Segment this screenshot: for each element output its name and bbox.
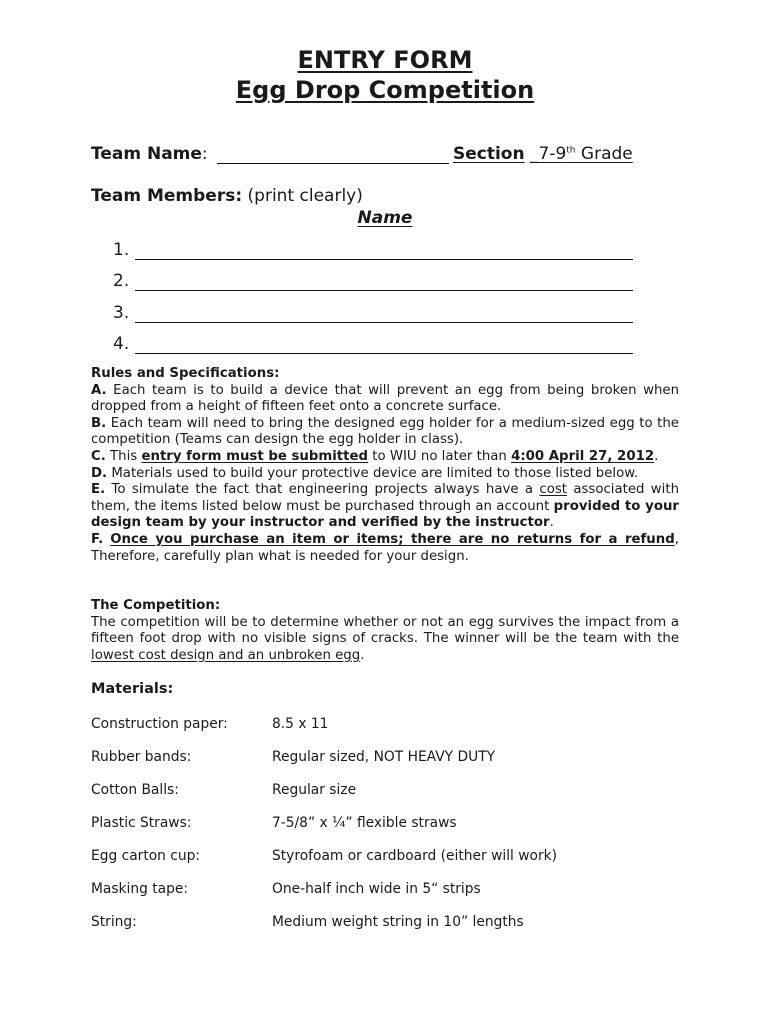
rule-emphasis: entry form must be submitted: [141, 448, 369, 464]
rule-text: .: [654, 448, 659, 464]
rule-emphasis: cost: [539, 482, 567, 498]
material-item: Egg carton cup:: [91, 848, 201, 864]
material-spec: One-half inch wide in 5“ strips: [272, 881, 481, 897]
rule-text: to WIU no later than: [368, 448, 512, 464]
member-name-field[interactable]: [135, 308, 633, 323]
rule-label: F.: [91, 531, 104, 547]
team-name-label: Team Name: [91, 144, 202, 164]
member-line: [113, 240, 633, 260]
rule-emphasis: provided to your design team by your instructor and verified by the instructor: [91, 498, 679, 531]
member-number: 4.: [113, 334, 130, 354]
material-item: Plastic Straws:: [91, 815, 192, 831]
rule-b: [91, 416, 679, 449]
rules-section: [91, 366, 679, 565]
rule-text: , Therefore, carefully plan what is needed for your design.: [91, 531, 679, 564]
competition-heading: The Competition:: [91, 598, 221, 613]
competition-emphasis: lowest cost design and an unbroken egg: [91, 647, 361, 663]
team-row: [91, 144, 651, 164]
team-members-row: [91, 186, 363, 206]
material-item: String:: [91, 914, 137, 930]
section-block: [453, 144, 633, 164]
member-line: [113, 303, 633, 323]
rule-f: [91, 532, 679, 565]
team-name-colon: :: [201, 144, 208, 164]
team-members-note: (print clearly): [242, 186, 363, 206]
section-value-sup: th: [566, 145, 576, 156]
rule-text: To simulate the fact that engineering projects always have a: [105, 482, 540, 498]
competition-body: .: [360, 647, 365, 663]
section-label: Section: [453, 144, 525, 164]
material-spec: Regular size: [272, 782, 357, 798]
name-column-header: Name: [357, 208, 413, 228]
competition-text: [91, 615, 679, 665]
rule-emphasis: Once you purchase an item or items; there are no returns for a refund: [110, 531, 675, 547]
deadline-date: 4:00 April 27, 2012: [511, 448, 655, 464]
rules-heading: Rules and Specifications:: [91, 366, 280, 381]
material-spec: 7-5/8” x ¼” flexible straws: [272, 815, 457, 831]
form-title: ENTRY FORM: [297, 46, 473, 74]
material-item: Masking tape:: [91, 881, 189, 897]
member-number: 2.: [113, 271, 130, 291]
team-members-label: Team Members:: [91, 186, 243, 206]
rule-d: [91, 466, 679, 483]
rule-text: Each team is to build a device that will prevent an egg from being broken when dropped from a height of fifteen feet onto a concrete surface.: [91, 382, 679, 415]
material-spec: Regular sized, NOT HEAVY DUTY: [272, 749, 496, 765]
rule-label: A.: [91, 382, 107, 398]
rule-label: D.: [91, 465, 108, 481]
rule-e: [91, 482, 679, 532]
rule-text: Each team will need to bring the designed egg holder for a medium-sized egg to the competition (Teams can design the egg holder in class).: [91, 415, 679, 448]
material-item: Rubber bands:: [91, 749, 192, 765]
team-name-field[interactable]: [217, 147, 449, 164]
section-value-pre: _7-9: [530, 144, 567, 164]
material-item: Cotton Balls:: [91, 782, 179, 798]
member-number: 1.: [113, 240, 130, 260]
member-name-field[interactable]: [135, 276, 633, 291]
rule-text: This: [105, 448, 142, 464]
form-subtitle: Egg Drop Competition: [235, 76, 535, 104]
rule-c: [91, 449, 679, 466]
rule-text: Materials used to build your protective device are limited to those listed below.: [107, 465, 639, 481]
competition-body: The competition will be to determine whether or not an egg survives the impact from a fifteen foot drop with no visible signs of cracks. The winner will be the team with the: [91, 614, 679, 647]
member-line: [113, 334, 633, 354]
material-spec: Styrofoam or cardboard (either will work): [272, 848, 558, 864]
rule-label: B.: [91, 415, 107, 431]
rule-text: .: [549, 515, 554, 531]
section-value-post: Grade: [575, 144, 633, 164]
materials-heading: Materials:: [91, 681, 174, 697]
rule-text: associated with them, the items listed below must be purchased through an account: [91, 482, 680, 514]
rule-label: E.: [91, 482, 106, 498]
member-name-field[interactable]: [135, 245, 633, 260]
section-value: [530, 144, 633, 164]
material-item: Construction paper:: [91, 716, 228, 732]
member-line: [113, 271, 633, 291]
member-name-field[interactable]: [135, 339, 633, 354]
member-number: 3.: [113, 303, 130, 323]
material-spec: 8.5 x 11: [272, 716, 329, 732]
competition-section: [91, 598, 679, 664]
material-spec: Medium weight string in 10” lengths: [272, 914, 524, 930]
rule-label: C.: [91, 448, 106, 464]
rule-a: [91, 383, 679, 416]
